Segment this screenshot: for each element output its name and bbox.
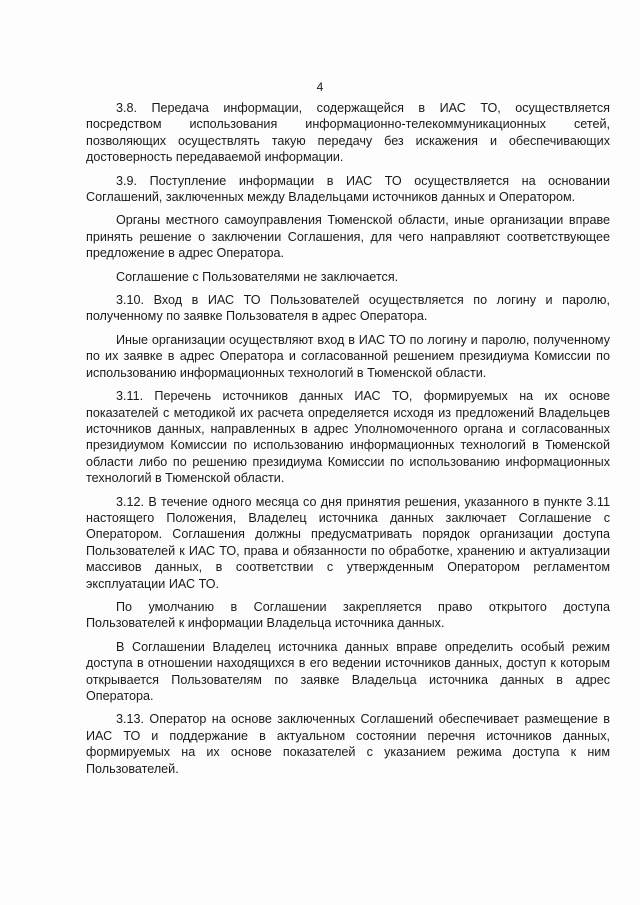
paragraph-users-agreement: Соглашение с Пользователями не заключается. (116, 269, 399, 284)
paragraph-other-organizations-login: Иные организации осуществляют вход в ИАС ТО по логину и паролю, полученному по их заявке в адрес Оператора и согласованной решением президиума Комиссии по использованию информационных технологий в Тюменской области. (86, 332, 610, 380)
paragraph-3-10: 3.10. Вход в ИАС ТО Пользователей осуществляется по логину и паролю, полученному по заявке Пользователя в адрес Оператора. (86, 293, 610, 324)
paragraph-3-12: 3.12. В течение одного месяца со дня принятия решения, указанного в пункте 3.11 настоящего Положения, Владелец источника данных заключает Соглашение с Оператором. Соглашения должны предусматривать порядок организации доступа Пользователей к ИАС ТО, права и обязанности по обработке, хранению и актуализации массивов данных, в соответствии с утвержденным Оператором регламентом эксплуатации ИАС ТО. (86, 494, 610, 591)
document-body (86, 100, 610, 777)
paragraph-3-11: 3.11. Перечень источников данных ИАС ТО, формируемых на их основе показателей с методикой их расчета определяется исходя из предложений Владельцев источников данных, направленных в адрес Уполномоченного органа и согласованных президиумом Комиссии по использованию информационных технологий в Тюменской области либо по решению президиума Комиссии по использованию информационных технологий в Тюменской области. (86, 389, 610, 486)
paragraph-3-8: 3.8. Передача информации, содержащейся в ИАС ТО, осуществляется посредством использования информационно-телекоммуникационных сетей, позволяющих осуществлять такую передачу без искажения и обеспечивающих достоверность передаваемой информации. (86, 101, 610, 165)
paragraph-3-13: 3.13. Оператор на основе заключенных Соглашений обеспечивает размещение в ИАС ТО и поддержание в актуальном состоянии перечня источников данных, формируемых на их основе показателей с указанием режима доступа к ним Пользователей. (86, 712, 610, 776)
paragraph-special-access-mode: В Соглашении Владелец источника данных вправе определить особый режим доступа в отношении находящихся в его ведении источников данных, доступ к которым открывается Пользователям по заявке Владельца источника данных в адрес Оператора. (86, 639, 610, 703)
paragraph-3-9: 3.9. Поступление информации в ИАС ТО осуществляется на основании Соглашений, заключенных между Владельцами источников данных и Оператором. (86, 173, 610, 205)
page-number: 4 (316, 80, 324, 94)
paragraph-local-government: Органы местного самоуправления Тюменской области, иные организации вправе принять решение о заключении Соглашения, для чего направляют соответствующее предложение в адрес Оператора. (86, 213, 610, 261)
paragraph-default-open-access: По умолчанию в Соглашении закрепляется право открытого доступа Пользователей к информации Владельца источника данных. (86, 599, 610, 631)
